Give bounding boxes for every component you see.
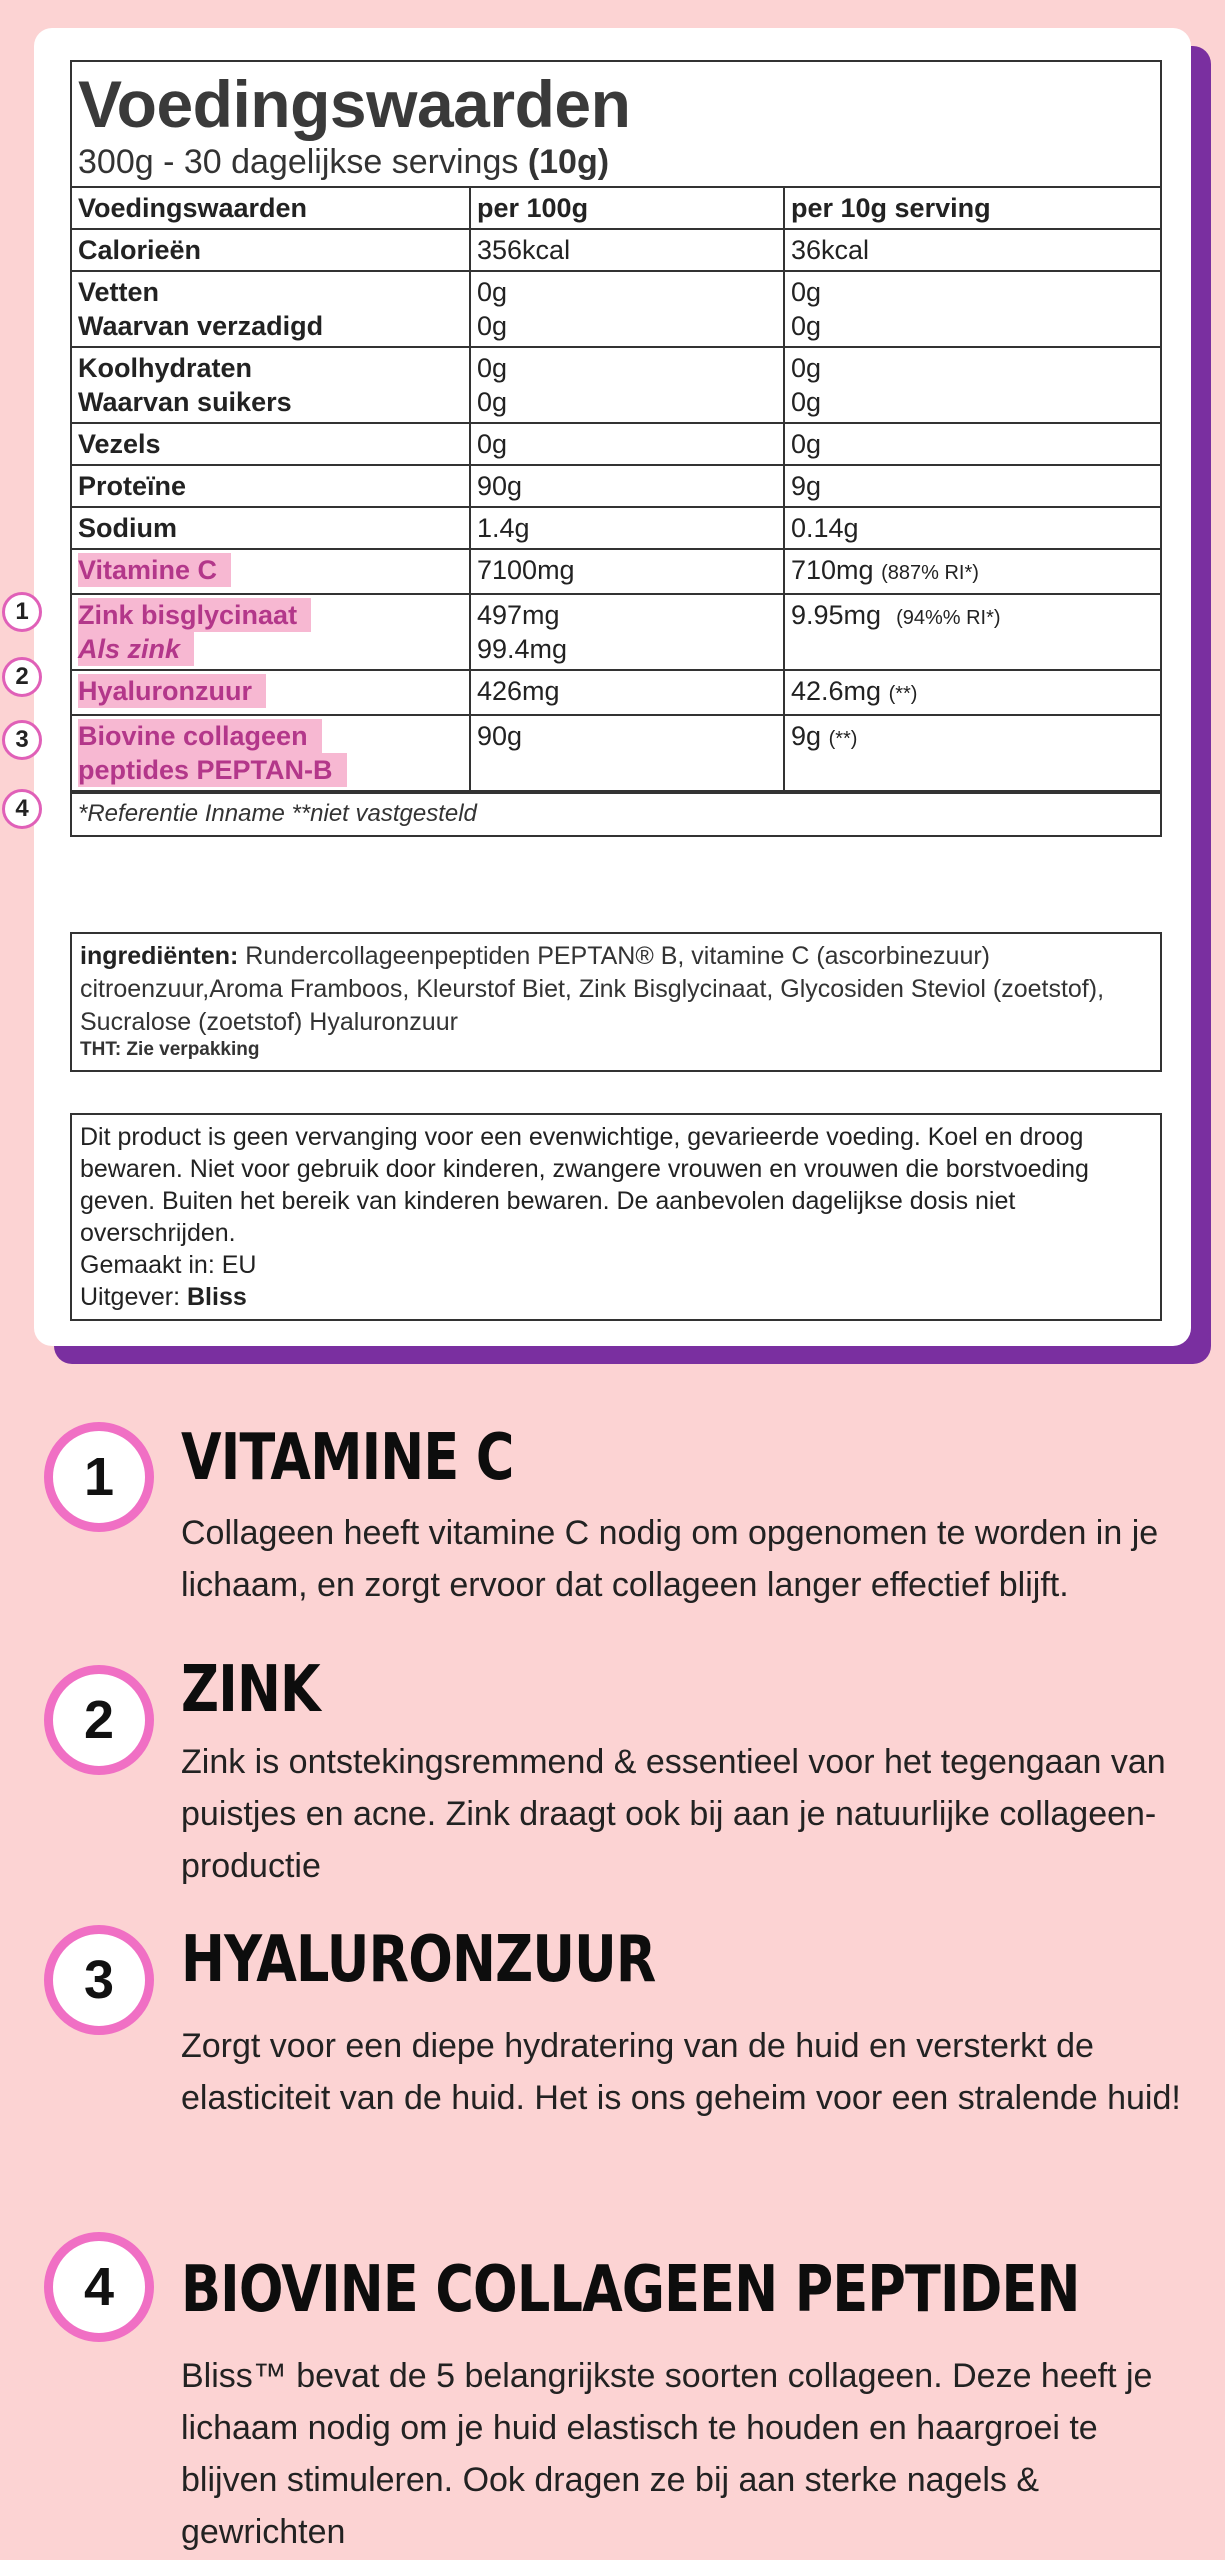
row-name xyxy=(72,594,470,670)
tht-note: THT: Zie verpakking xyxy=(80,1039,260,1060)
row-value: 497mg 99.4mg xyxy=(470,594,784,670)
row-name: Proteïne xyxy=(72,465,470,507)
row-value: 90g xyxy=(470,465,784,507)
row-name xyxy=(72,715,470,791)
row-value: 0g 0g xyxy=(784,347,1160,423)
made-in: Gemaakt in: EU xyxy=(80,1251,257,1279)
row-value: 0g xyxy=(470,423,784,465)
feature-body: Collageen heeft vitamine C nodig om opgenomen te worden in je lichaam, en zorgt ervoor dat collageen langer effectief blijft. xyxy=(181,1514,1159,1604)
row-value: 710mg (887% RI*) xyxy=(784,549,1160,594)
row-value: 42.6mg (**) xyxy=(784,670,1160,715)
feature-title: VITAMINE C xyxy=(181,1421,514,1495)
highlight: Biovine collageen xyxy=(78,719,322,753)
nutrition-table xyxy=(72,188,1160,792)
feature-body: Zink is ontstekingsremmend & essentieel voor het tegengaan van puistjes en acne. Zink draagt ook bij aan je natuurlijke collageen-productie xyxy=(181,1743,1166,1885)
row-value: 356kcal xyxy=(470,229,784,271)
table-row xyxy=(72,347,1160,423)
publisher: Uitgever: Bliss xyxy=(80,1283,247,1311)
nutrition-label xyxy=(70,60,1162,837)
table-row xyxy=(72,465,1160,507)
row-value: 90g xyxy=(470,715,784,791)
label-header xyxy=(72,62,1160,188)
marker-2: 2 xyxy=(2,657,42,697)
feature-number: 1 xyxy=(44,1422,154,1532)
row-name: Sodium xyxy=(72,507,470,549)
feature-number: 3 xyxy=(44,1925,154,2035)
row-name: Calorieën xyxy=(72,229,470,271)
row-value: 426mg xyxy=(470,670,784,715)
row-value: 9g xyxy=(784,465,1160,507)
marker-4: 4 xyxy=(2,789,42,829)
highlight: Als zink xyxy=(78,632,194,666)
table-row-collageen xyxy=(72,715,1160,791)
reference-note: *Referentie Inname **niet vastgesteld xyxy=(72,792,1160,835)
table-row xyxy=(72,229,1160,271)
label-title: Voedingswaarden xyxy=(78,67,631,141)
ri-note: (**) xyxy=(828,728,858,750)
row-name: Vezels xyxy=(72,423,470,465)
ri-note: (94%% RI*) xyxy=(896,607,1001,629)
header-cell: Voedingswaarden xyxy=(72,188,470,229)
row-value: 0g 0g xyxy=(784,271,1160,347)
table-row xyxy=(72,423,1160,465)
feature-number: 2 xyxy=(44,1665,154,1775)
highlight: Hyaluronzuur xyxy=(78,674,266,708)
row-name: Koolhydraten Waarvan suikers xyxy=(72,347,470,423)
ri-note: (**) xyxy=(888,683,918,705)
marker-1: 1 xyxy=(2,592,42,632)
table-row-hyaluronzuur xyxy=(72,670,1160,715)
table-row xyxy=(72,507,1160,549)
marker-3: 3 xyxy=(2,720,42,760)
row-name xyxy=(72,670,470,715)
table-row-zink xyxy=(72,594,1160,670)
feature-body: Zorgt voor een diepe hydratering van de huid en versterkt de elasticiteit van de huid. Het is ons geheim voor een stralende huid! xyxy=(181,2027,1181,2117)
row-value: 0g xyxy=(784,423,1160,465)
ingredients-text: Rundercollageenpeptiden PEPTAN® B, vitamine C (ascorbinezuur) citroenzuur,Aroma Framboos, Kleurstof Biet, Zink Bisglycinaat, Glycosiden Steviol (zoetstof), Sucralose (zoetstof) Hyaluronzuur xyxy=(80,942,1105,1036)
header-cell: per 100g xyxy=(470,188,784,229)
row-name: Vetten Waarvan verzadigd xyxy=(72,271,470,347)
row-value: 7100mg xyxy=(470,549,784,594)
feature-title: ZINK xyxy=(181,1653,320,1727)
row-value: 0.14g xyxy=(784,507,1160,549)
row-value: 1.4g xyxy=(470,507,784,549)
row-value: 9.95mg (94%% RI*) xyxy=(784,594,1160,670)
disclaimer-text: Dit product is geen vervanging voor een evenwichtige, gevarieerde voeding. Koel en droog bewaren. Niet voor gebruik door kinderen, zwangere vrouwen en vrouwen die borstvoeding geven. Buiten het bereik van kinderen bewaren. De aanbevolen dagelijkse dosis niet overschrijden. xyxy=(80,1123,1089,1247)
highlight: peptides PEPTAN-B xyxy=(78,753,347,787)
ingredients-box xyxy=(70,932,1162,1072)
table-row-vitamine-c xyxy=(72,549,1160,594)
row-value: 0g 0g xyxy=(470,271,784,347)
header-cell: per 10g serving xyxy=(784,188,1160,229)
highlight: Zink bisglycinaat xyxy=(78,598,311,632)
disclaimer-box xyxy=(70,1113,1162,1321)
ri-note: (887% RI*) xyxy=(881,562,979,584)
feature-body: Bliss™ bevat de 5 belangrijkste soorten collageen. Deze heeft je lichaam nodig om je huid elastisch te houden en haargroei te blijven stimuleren. Ook dragen ze bij aan sterke nagels & gewrichten xyxy=(181,2357,1153,2551)
row-name xyxy=(72,549,470,594)
ingredients-label: ingrediënten: xyxy=(80,942,239,970)
row-value: 9g (**) xyxy=(784,715,1160,791)
feature-number: 4 xyxy=(44,2232,154,2342)
feature-title: BIOVINE COLLAGEEN PEPTIDEN xyxy=(181,2253,1080,2327)
table-header-row xyxy=(72,188,1160,229)
label-subtitle: 300g - 30 dagelijkse servings (10g) xyxy=(78,143,610,181)
table-row xyxy=(72,271,1160,347)
feature-title: HYALURONZUUR xyxy=(181,1923,656,1997)
row-value: 36kcal xyxy=(784,229,1160,271)
highlight: Vitamine C xyxy=(78,553,231,587)
row-value: 0g 0g xyxy=(470,347,784,423)
